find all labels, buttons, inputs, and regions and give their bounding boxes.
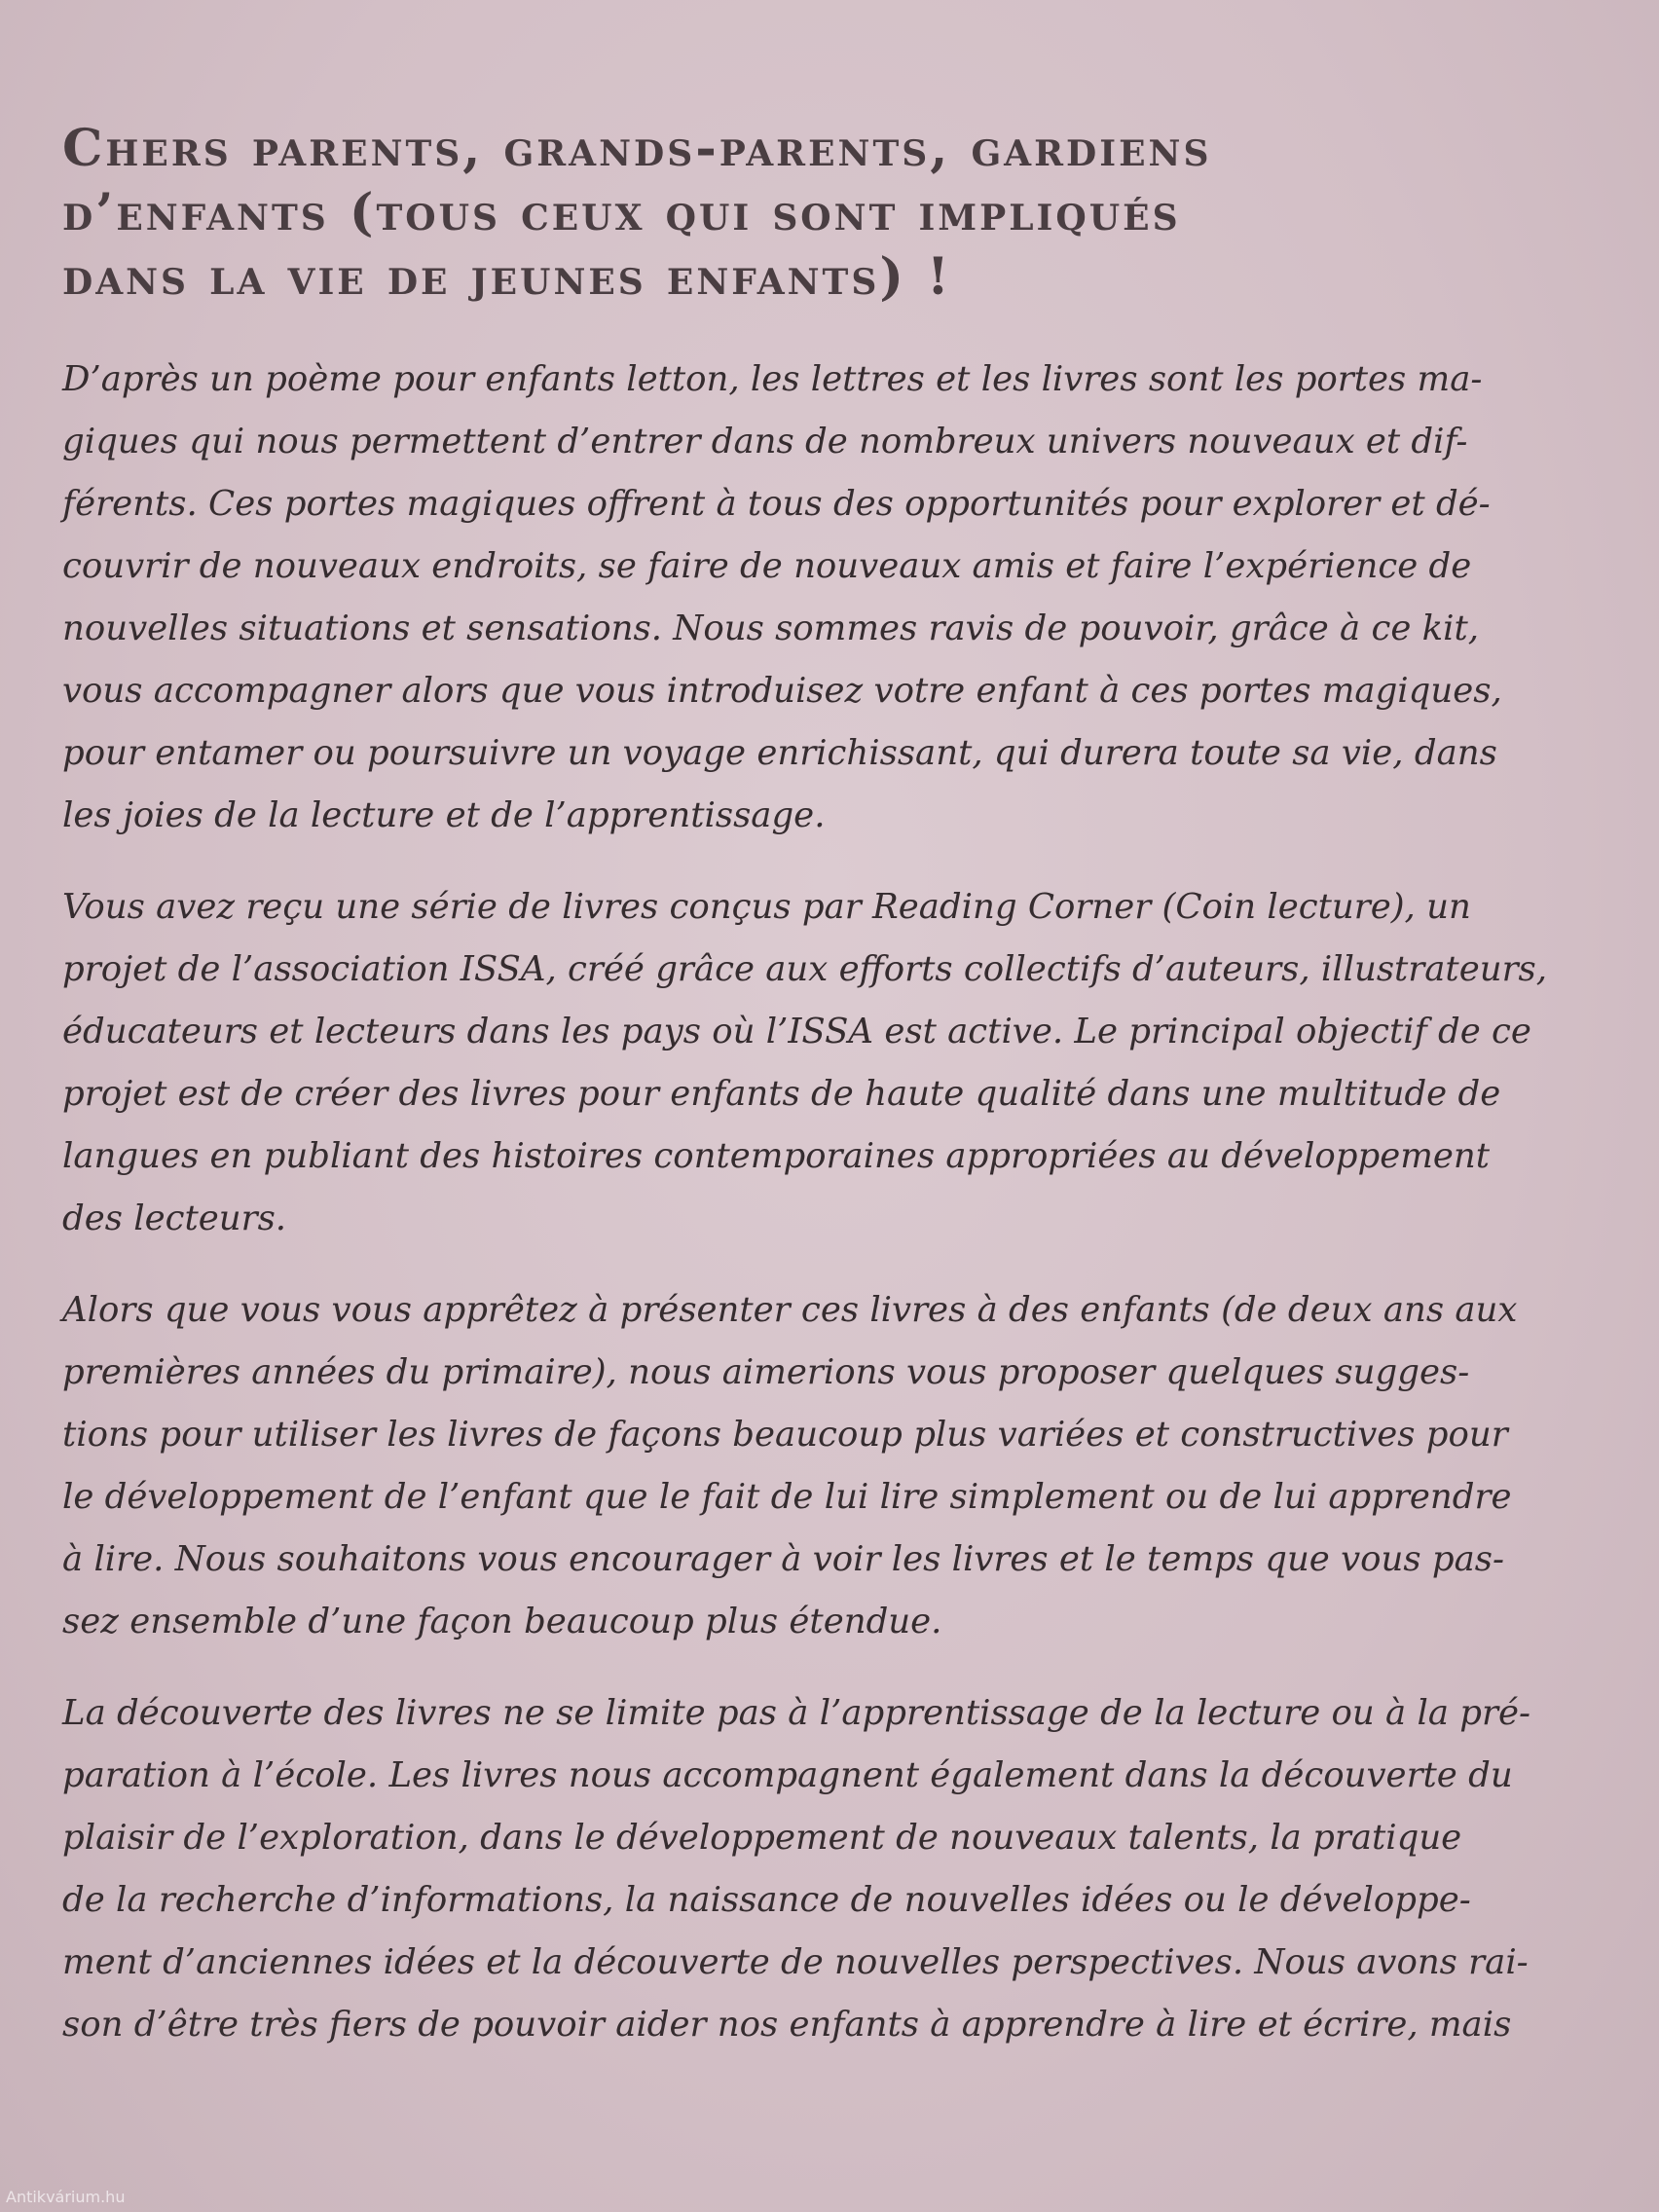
text-line: éducateurs et lecteurs dans les pays où l’ISSA est active. Le principal objectif de ce — [62, 1012, 1531, 1051]
paragraph-1 — [62, 349, 1601, 847]
text-line: tions pour utiliser les livres de façons beaucoup plus variées et constructives pour — [62, 1415, 1508, 1455]
heading-line: dans la vie de jeunes enfants) ! — [62, 247, 952, 307]
text-line: projet de l’association ISSA, créé grâce aux efforts collectifs d’auteurs, illustrateurs, — [62, 949, 1548, 989]
text-line: langues en publiant des histoires contemporaines appropriées au développement — [62, 1136, 1491, 1176]
paragraph-2 — [62, 876, 1601, 1250]
text-line: giques qui nous permettent d’entrer dans de nombreux univers nouveaux et dif- — [62, 422, 1468, 461]
text-line: nouvelles situations et sensations. Nous sommes ravis de pouvoir, grâce à ce kit, — [62, 608, 1480, 648]
text-line: à lire. Nous souhaitons vous encourager à voir les livres et le temps que vous pas- — [62, 1539, 1504, 1579]
document-page — [62, 117, 1601, 2085]
text-line: les joies de la lecture et de l’apprentissage. — [62, 795, 826, 835]
text-line: Vous avez reçu une série de livres conçus par Reading Corner (Coin lecture), un — [62, 887, 1471, 927]
text-line: pour entamer ou poursuivre un voyage enrichissant, qui durera toute sa vie, dans — [62, 733, 1497, 773]
heading-line: d’enfants (tous ceux qui sont impliqués — [62, 183, 1181, 242]
paragraph-4 — [62, 1682, 1601, 2056]
text-line: des lecteurs. — [62, 1198, 287, 1238]
text-line: sez ensemble d’une façon beaucoup plus étendue. — [62, 1602, 942, 1641]
text-line: Alors que vous vous apprêtez à présenter ces livres à des enfants (de deux ans aux — [62, 1290, 1518, 1330]
text-line: plaisir de l’exploration, dans le développement de nouveaux talents, la pratique — [62, 1818, 1462, 1858]
text-line: de la recherche d’informations, la naissance de nouvelles idées ou le développe- — [62, 1880, 1471, 1920]
text-line: D’après un poème pour enfants letton, les lettres et les livres sont les portes ma- — [62, 359, 1483, 399]
text-line: le développement de l’enfant que le fait de lui lire simplement ou de lui apprendre — [62, 1477, 1512, 1517]
watermark: Antikvárium.hu — [6, 2188, 126, 2206]
text-line: paration à l’école. Les livres nous accompagnent également dans la découverte du — [62, 1755, 1513, 1795]
page-heading — [62, 117, 1581, 310]
heading-line: Chers parents, grands-parents, gardiens — [62, 119, 1212, 178]
text-line: férents. Ces portes magiques offrent à tous des opportunités pour explorer et dé- — [62, 484, 1491, 524]
text-line: ment d’anciennes idées et la découverte de nouvelles perspectives. Nous avons rai- — [62, 1942, 1529, 1982]
paragraph-3 — [62, 1279, 1601, 1653]
text-line: La découverte des livres ne se limite pas à l’apprentissage de la lecture ou à la pré- — [62, 1693, 1531, 1733]
text-line: son d’être très fiers de pouvoir aider nos enfants à apprendre à lire et écrire, mais — [62, 2005, 1512, 2045]
text-line: premières années du primaire), nous aimerions vous proposer quelques sugges- — [62, 1352, 1470, 1392]
text-line: couvrir de nouveaux endroits, se faire de nouveaux amis et faire l’expérience de — [62, 546, 1472, 586]
text-line: vous accompagner alors que vous introduisez votre enfant à ces portes magiques, — [62, 671, 1502, 711]
text-line: projet est de créer des livres pour enfants de haute qualité dans une multitude de — [62, 1074, 1501, 1114]
